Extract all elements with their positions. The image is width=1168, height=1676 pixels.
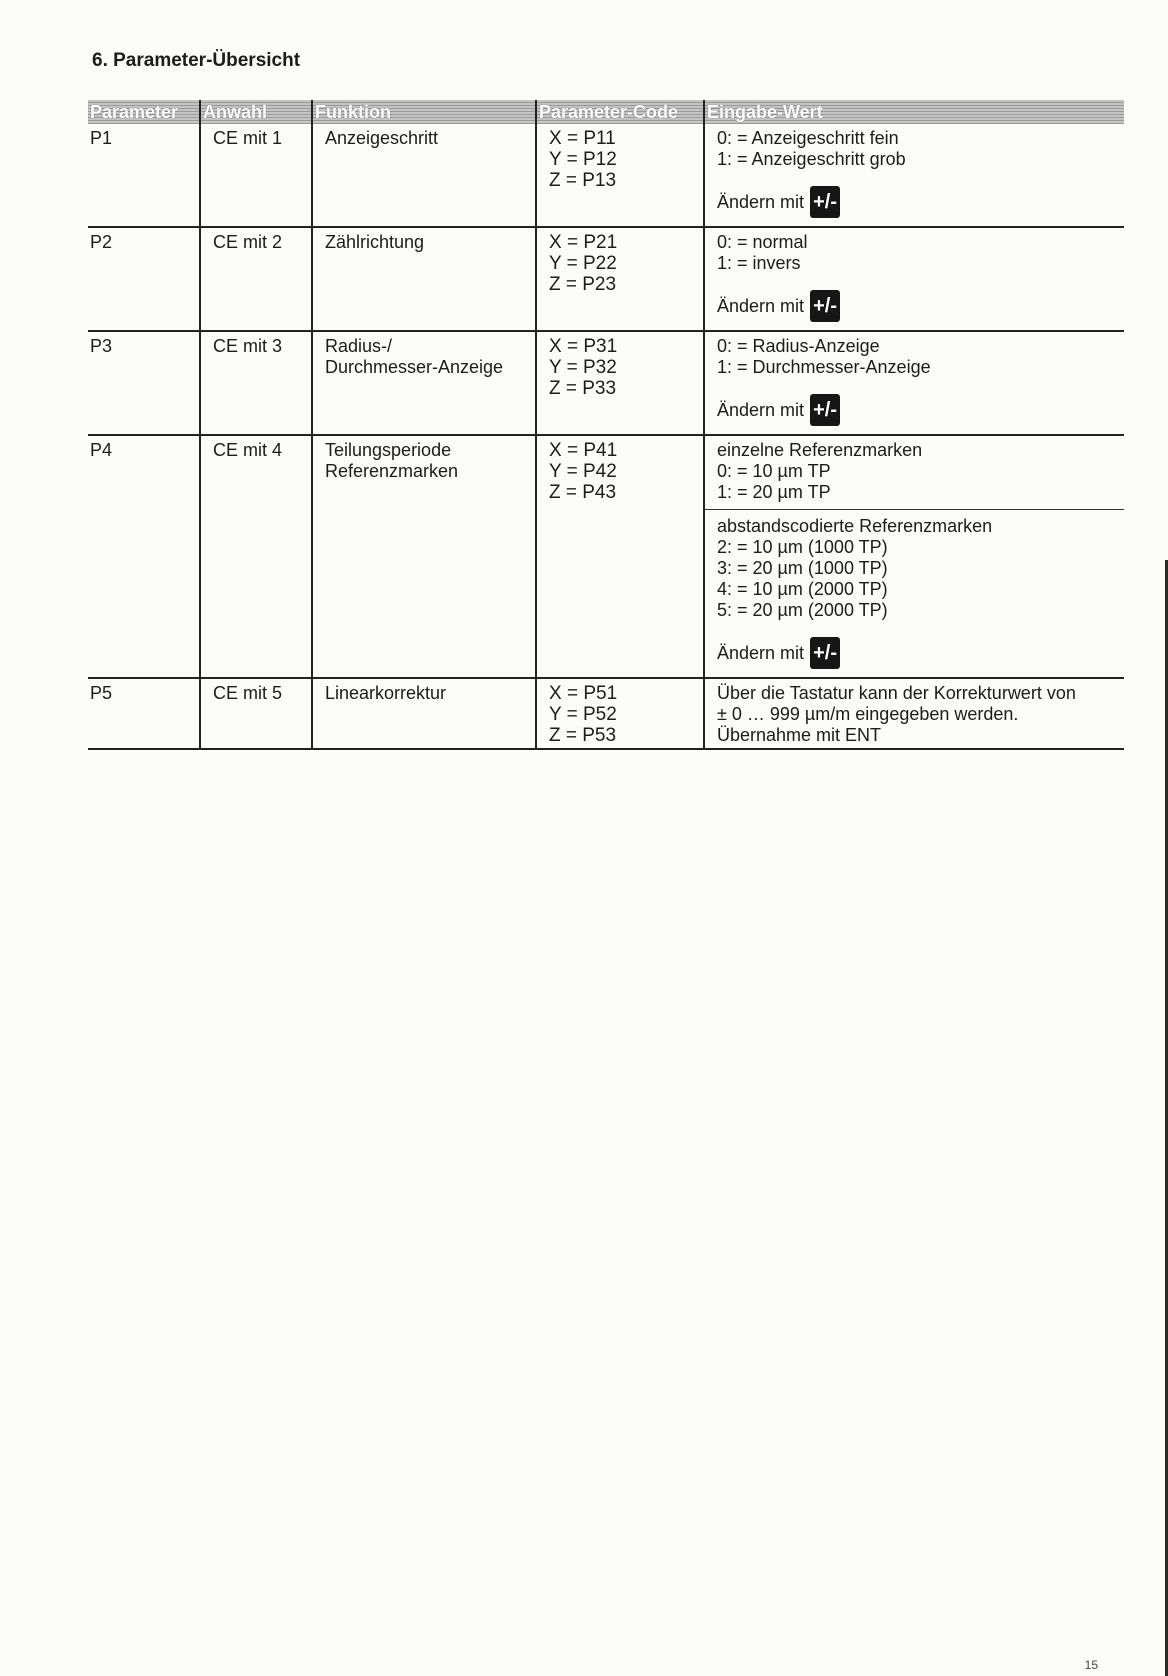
- header-anwahl: Anwahl: [200, 100, 312, 124]
- eingabe-line: 0: = Anzeigeschritt fein: [717, 128, 899, 148]
- code-line: Z = P13: [549, 170, 617, 191]
- header-eingabe-wert: Eingabe-Wert: [704, 100, 1124, 124]
- cell-funktion: [312, 678, 536, 749]
- cell-code: [536, 435, 704, 678]
- plus-minus-key-icon: +/-: [810, 186, 840, 218]
- eingabe-line: abstandscodierte Referenzmarken: [717, 516, 993, 536]
- eingabe-line: 2: = 10 µm (1000 TP): [717, 537, 888, 557]
- cell-eingabe: [704, 331, 1124, 435]
- eingabe-line: ± 0 … 999 µm/m eingegeben werden.: [717, 704, 1019, 724]
- cell-funktion: [312, 435, 536, 678]
- funktion-line: Referenzmarken: [325, 461, 459, 481]
- change-hint: [717, 637, 1114, 669]
- code-line: Y = P42: [549, 461, 617, 482]
- change-hint: [717, 394, 1114, 426]
- table-header-row: [88, 100, 1124, 124]
- change-label: Ändern mit: [717, 191, 805, 212]
- cell-funktion: [312, 124, 536, 227]
- eingabe-single-ref-marks: [705, 440, 1124, 510]
- change-label: Ändern mit: [717, 295, 805, 316]
- eingabe-line: 5: = 20 µm (2000 TP): [717, 600, 888, 620]
- table-row: [88, 331, 1124, 435]
- code-line: Z = P53: [549, 725, 617, 746]
- cell-parameter: P1: [88, 124, 200, 227]
- cell-code: [536, 124, 704, 227]
- cell-parameter: P3: [88, 331, 200, 435]
- cell-parameter: P2: [88, 227, 200, 331]
- eingabe-line: 0: = Radius-Anzeige: [717, 336, 880, 356]
- cell-funktion: [312, 227, 536, 331]
- funktion-line: Linearkorrektur: [325, 683, 447, 703]
- cell-code: [536, 227, 704, 331]
- funktion-line: Durchmesser-Anzeige: [325, 357, 504, 377]
- funktion-line: Radius-/: [325, 336, 393, 356]
- cell-eingabe: [704, 124, 1124, 227]
- page-title: 6. Parameter-Übersicht: [92, 50, 301, 71]
- plus-minus-key-icon: +/-: [810, 290, 840, 322]
- eingabe-line: Übernahme mit ENT: [717, 725, 882, 745]
- cell-code: [536, 331, 704, 435]
- table-row: [88, 678, 1124, 749]
- code-line: Y = P12: [549, 149, 617, 170]
- code-line: Y = P22: [549, 253, 617, 274]
- cell-eingabe: [704, 435, 1124, 678]
- eingabe-line: 0: = 10 µm TP: [717, 461, 831, 481]
- eingabe-coded-ref-marks: [717, 510, 1114, 669]
- code-line: Z = P43: [549, 482, 617, 503]
- funktion-line: Teilungsperiode: [325, 440, 452, 460]
- code-line: Y = P32: [549, 357, 617, 378]
- code-line: Z = P23: [549, 274, 617, 295]
- plus-minus-key-icon: +/-: [810, 394, 840, 426]
- code-line: X = P11: [549, 128, 616, 149]
- funktion-line: Zählrichtung: [325, 232, 425, 252]
- cell-anwahl: CE mit 5: [200, 678, 312, 749]
- code-line: X = P41: [549, 440, 618, 461]
- table-row: [88, 435, 1124, 678]
- cell-anwahl: CE mit 3: [200, 331, 312, 435]
- cell-anwahl: CE mit 2: [200, 227, 312, 331]
- eingabe-line: 1: = invers: [717, 253, 801, 273]
- header-funktion: Funktion: [312, 100, 536, 124]
- page-number: 15: [1084, 1658, 1098, 1672]
- cell-anwahl: CE mit 4: [200, 435, 312, 678]
- eingabe-line: 1: = Anzeigeschritt grob: [717, 149, 906, 169]
- eingabe-line: 3: = 20 µm (1000 TP): [717, 558, 888, 578]
- change-hint: [717, 290, 1114, 322]
- cell-eingabe: [704, 678, 1124, 749]
- code-line: X = P21: [549, 232, 618, 253]
- change-hint: [717, 186, 1114, 218]
- cell-parameter: P5: [88, 678, 200, 749]
- code-line: X = P51: [549, 683, 618, 704]
- table-row: [88, 124, 1124, 227]
- cell-parameter: P4: [88, 435, 200, 678]
- code-line: Y = P52: [549, 704, 617, 725]
- cell-funktion: [312, 331, 536, 435]
- cell-eingabe: [704, 227, 1124, 331]
- eingabe-line: 0: = normal: [717, 232, 808, 252]
- header-parameter: Parameter: [88, 100, 200, 124]
- eingabe-line: 4: = 10 µm (2000 TP): [717, 579, 888, 599]
- cell-code: [536, 678, 704, 749]
- eingabe-line: Über die Tastatur kann der Korrekturwert von: [717, 683, 1076, 703]
- change-label: Ändern mit: [717, 642, 805, 663]
- eingabe-line: einzelne Referenzmarken: [717, 440, 923, 460]
- eingabe-line: 1: = 20 µm TP: [717, 482, 831, 502]
- change-label: Ändern mit: [717, 399, 805, 420]
- header-parameter-code: Parameter-Code: [536, 100, 704, 124]
- cell-anwahl: CE mit 1: [200, 124, 312, 227]
- parameter-table: [88, 100, 1124, 750]
- table-row: [88, 227, 1124, 331]
- funktion-line: Anzeigeschritt: [325, 128, 439, 148]
- eingabe-line: 1: = Durchmesser-Anzeige: [717, 357, 931, 377]
- code-line: X = P31: [549, 336, 618, 357]
- plus-minus-key-icon: +/-: [810, 637, 840, 669]
- code-line: Z = P33: [549, 378, 617, 399]
